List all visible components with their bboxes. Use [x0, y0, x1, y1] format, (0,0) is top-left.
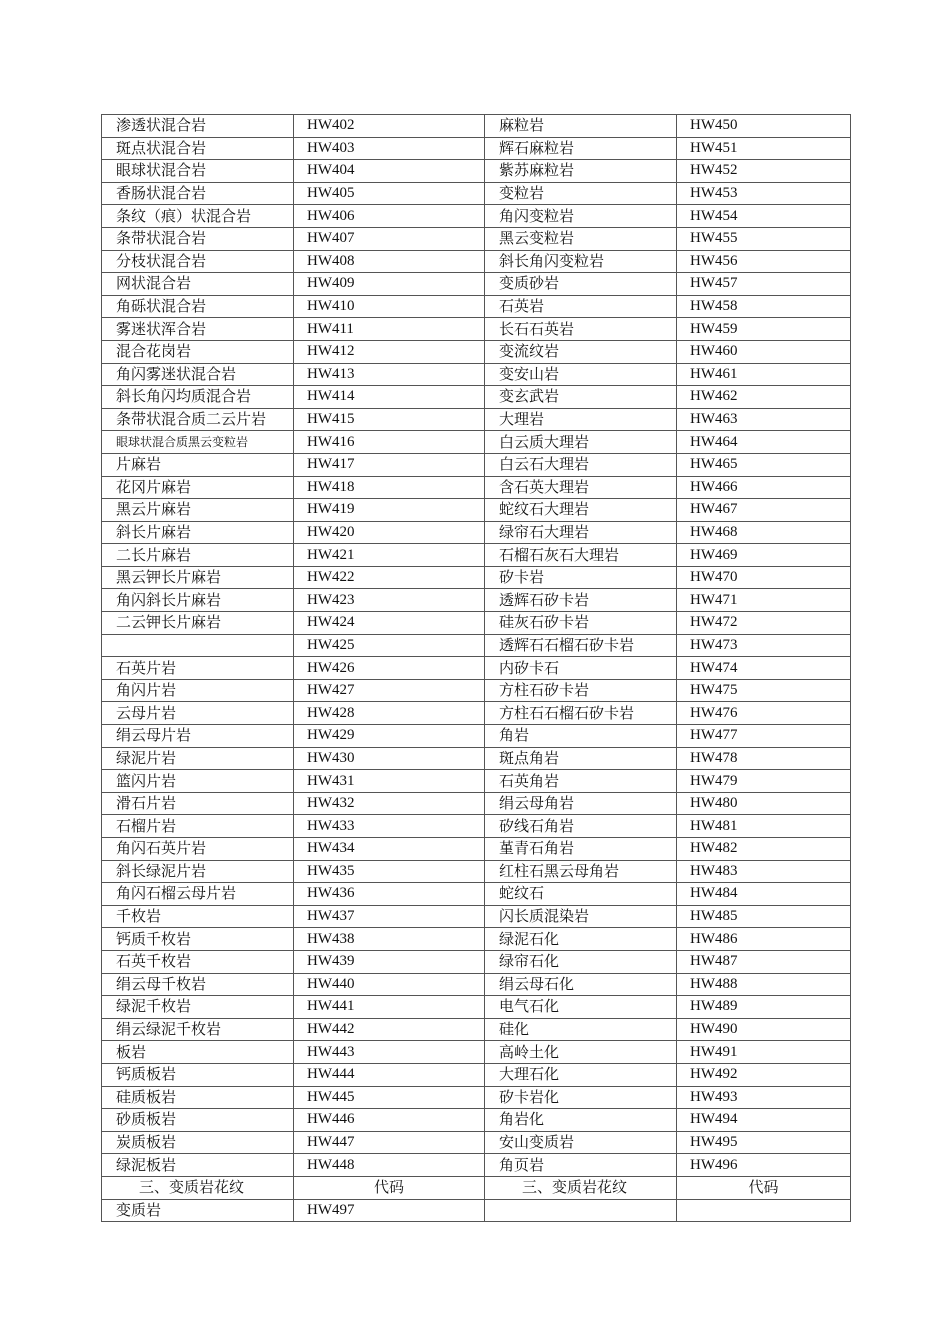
rock-name-right: 变安山岩 — [485, 363, 677, 386]
table-body — [102, 115, 851, 1222]
rock-code-left: HW425 — [294, 634, 485, 657]
table-row — [102, 318, 851, 341]
rock-code-left: HW407 — [294, 227, 485, 250]
rock-name-left: 花冈片麻岩 — [102, 476, 294, 499]
rock-name-left: 云母片岩 — [102, 702, 294, 725]
rock-code-right: HW483 — [677, 860, 851, 883]
table-row — [102, 408, 851, 431]
rock-code-right: HW461 — [677, 363, 851, 386]
table-row — [102, 634, 851, 657]
rock-code-left: HW435 — [294, 860, 485, 883]
rock-code-left: HW408 — [294, 250, 485, 273]
rock-name-left: 绿泥片岩 — [102, 747, 294, 770]
rock-name-left: 石英片岩 — [102, 657, 294, 680]
rock-name-left: 石榴片岩 — [102, 815, 294, 838]
rock-name-left: 斜长绿泥片岩 — [102, 860, 294, 883]
rock-name-right: 大理岩 — [485, 408, 677, 431]
table-row — [102, 137, 851, 160]
rock-name-right: 角岩 — [485, 725, 677, 748]
rock-code-left: HW423 — [294, 589, 485, 612]
rock-code-left: HW438 — [294, 928, 485, 951]
rock-code-right: HW477 — [677, 725, 851, 748]
table-row — [102, 566, 851, 589]
rock-code-right: HW474 — [677, 657, 851, 680]
rock-name-left: 绢云母片岩 — [102, 725, 294, 748]
rock-name-left: 变质岩 — [102, 1199, 294, 1222]
rock-name-right: 蛇纹石大理岩 — [485, 499, 677, 522]
rock-name-right: 红柱石黑云母角岩 — [485, 860, 677, 883]
table-row — [102, 928, 851, 951]
rock-code-left: HW402 — [294, 115, 485, 138]
rock-code-right: HW491 — [677, 1041, 851, 1064]
table-row — [102, 1086, 851, 1109]
rock-code-right: HW489 — [677, 996, 851, 1019]
rock-name-right: 方柱石矽卡岩 — [485, 679, 677, 702]
rock-name-left: 片麻岩 — [102, 453, 294, 476]
rock-code-right: HW488 — [677, 973, 851, 996]
table-row — [102, 1063, 851, 1086]
rock-name-right: 白云石大理岩 — [485, 453, 677, 476]
section-header-row — [102, 1176, 851, 1199]
rock-code-right: HW450 — [677, 115, 851, 138]
rock-code-left: HW448 — [294, 1154, 485, 1177]
table-row — [102, 363, 851, 386]
rock-code-right: HW495 — [677, 1131, 851, 1154]
rock-name-right: 方柱石石榴石矽卡岩 — [485, 702, 677, 725]
rock-name-right: 透辉石矽卡岩 — [485, 589, 677, 612]
rock-name-left: 角闪石榴云母片岩 — [102, 883, 294, 906]
rock-code-right: HW476 — [677, 702, 851, 725]
rock-code-right: HW475 — [677, 679, 851, 702]
rock-code-left: HW421 — [294, 544, 485, 567]
rock-name-right: 麻粒岩 — [485, 115, 677, 138]
table-row — [102, 973, 851, 996]
rock-name-left: 黑云片麻岩 — [102, 499, 294, 522]
rock-code-right: HW457 — [677, 273, 851, 296]
rock-name-left: 钙质板岩 — [102, 1063, 294, 1086]
rock-name-right: 矽线石角岩 — [485, 815, 677, 838]
rock-code-right: HW452 — [677, 160, 851, 183]
rock-name-left: 绢云绿泥千枚岩 — [102, 1018, 294, 1041]
table-row — [102, 657, 851, 680]
rock-code-left: HW403 — [294, 137, 485, 160]
rock-name-left: 网状混合岩 — [102, 273, 294, 296]
rock-name-left: 角闪雾迷状混合岩 — [102, 363, 294, 386]
rock-code-left: HW409 — [294, 273, 485, 296]
rock-code-right: HW485 — [677, 905, 851, 928]
rock-code-right: HW470 — [677, 566, 851, 589]
rock-name-left: 二云钾长片麻岩 — [102, 612, 294, 635]
rock-code-right: HW472 — [677, 612, 851, 635]
rock-name-right: 石英岩 — [485, 295, 677, 318]
rock-code-left: HW417 — [294, 453, 485, 476]
rock-name-left: 角闪斜长片麻岩 — [102, 589, 294, 612]
rock-code-right: HW453 — [677, 182, 851, 205]
rock-name-left: 眼球状混合岩 — [102, 160, 294, 183]
rock-name-left: 绢云母千枚岩 — [102, 973, 294, 996]
rock-code-left: HW443 — [294, 1041, 485, 1064]
rock-name-left: 炭质板岩 — [102, 1131, 294, 1154]
rock-name-right: 含石英大理岩 — [485, 476, 677, 499]
rock-name-left: 砂质板岩 — [102, 1109, 294, 1132]
rock-code-right: HW469 — [677, 544, 851, 567]
rock-code-right: HW459 — [677, 318, 851, 341]
rock-code-right: HW473 — [677, 634, 851, 657]
rock-name-left: 角闪片岩 — [102, 679, 294, 702]
table-row — [102, 115, 851, 138]
rock-code-right: HW484 — [677, 883, 851, 906]
table-row — [102, 182, 851, 205]
rock-code-left: HW418 — [294, 476, 485, 499]
table-row — [102, 499, 851, 522]
rock-name-left: 角闪石英片岩 — [102, 838, 294, 861]
rock-code-left: HW424 — [294, 612, 485, 635]
rock-code-right: HW456 — [677, 250, 851, 273]
rock-code-left: HW428 — [294, 702, 485, 725]
rock-name-right: 高岭土化 — [485, 1041, 677, 1064]
header-left-name: 三、变质岩花纹 — [102, 1176, 294, 1199]
rock-name-right: 石英角岩 — [485, 770, 677, 793]
rock-code-left: HW426 — [294, 657, 485, 680]
rock-code-right: HW466 — [677, 476, 851, 499]
table-row — [102, 273, 851, 296]
rock-code-left: HW437 — [294, 905, 485, 928]
table-row — [102, 386, 851, 409]
rock-code-left: HW420 — [294, 521, 485, 544]
table-row — [102, 160, 851, 183]
rock-code-left: HW436 — [294, 883, 485, 906]
table-row — [102, 815, 851, 838]
table-row — [102, 340, 851, 363]
rock-code-left: HW412 — [294, 340, 485, 363]
rock-name-left: 条带状混合质二云片岩 — [102, 408, 294, 431]
rock-code-left: HW431 — [294, 770, 485, 793]
rock-code-left: HW411 — [294, 318, 485, 341]
table-row — [102, 747, 851, 770]
rock-name-left: 眼球状混合质黑云变粒岩 — [102, 431, 294, 454]
rock-code-left: HW413 — [294, 363, 485, 386]
rock-code-left: HW414 — [294, 386, 485, 409]
rock-name-right: 变质砂岩 — [485, 273, 677, 296]
rock-code-left: HW444 — [294, 1063, 485, 1086]
table-row — [102, 1018, 851, 1041]
rock-name-left: 香肠状混合岩 — [102, 182, 294, 205]
rock-name-left: 板岩 — [102, 1041, 294, 1064]
table-row — [102, 905, 851, 928]
rock-code-right: HW464 — [677, 431, 851, 454]
rock-code-right: HW478 — [677, 747, 851, 770]
rock-name-left: 斜长片麻岩 — [102, 521, 294, 544]
rock-code-left: HW440 — [294, 973, 485, 996]
rock-code-right — [677, 1199, 851, 1222]
table-row — [102, 295, 851, 318]
rock-code-left: HW406 — [294, 205, 485, 228]
table-row — [102, 725, 851, 748]
rock-code-right: HW458 — [677, 295, 851, 318]
table-row — [102, 589, 851, 612]
rock-name-right: 石榴石灰石大理岩 — [485, 544, 677, 567]
rock-name-right: 大理石化 — [485, 1063, 677, 1086]
rock-name-left: 斜长角闪均质混合岩 — [102, 386, 294, 409]
table-row — [102, 521, 851, 544]
rock-code-right: HW481 — [677, 815, 851, 838]
rock-name-left: 雾迷状浑合岩 — [102, 318, 294, 341]
rock-code-right: HW492 — [677, 1063, 851, 1086]
rock-code-left: HW434 — [294, 838, 485, 861]
rock-code-left: HW410 — [294, 295, 485, 318]
rock-name-left: 篮闪片岩 — [102, 770, 294, 793]
rock-code-right: HW460 — [677, 340, 851, 363]
header-right-code: 代码 — [677, 1176, 851, 1199]
table-row-last — [102, 1199, 851, 1222]
rock-name-right: 白云质大理岩 — [485, 431, 677, 454]
rock-name-right: 辉石麻粒岩 — [485, 137, 677, 160]
rock-name-right: 绿帘石化 — [485, 950, 677, 973]
rock-code-left: HW433 — [294, 815, 485, 838]
rock-code-right: HW480 — [677, 792, 851, 815]
table-row — [102, 996, 851, 1019]
table-row — [102, 679, 851, 702]
rock-name-right: 角闪变粒岩 — [485, 205, 677, 228]
rock-name-right: 绿帘石大理岩 — [485, 521, 677, 544]
rock-code-right: HW496 — [677, 1154, 851, 1177]
rock-code-right: HW494 — [677, 1109, 851, 1132]
rock-code-left: HW497 — [294, 1199, 485, 1222]
rock-name-left: 斑点状混合岩 — [102, 137, 294, 160]
rock-name-left: 千枚岩 — [102, 905, 294, 928]
rock-code-right: HW482 — [677, 838, 851, 861]
rock-name-right: 变玄武岩 — [485, 386, 677, 409]
rock-name-left: 混合花岗岩 — [102, 340, 294, 363]
rock-name-right: 变粒岩 — [485, 182, 677, 205]
rock-code-right: HW493 — [677, 1086, 851, 1109]
rock-code-left: HW430 — [294, 747, 485, 770]
table-row — [102, 250, 851, 273]
rock-code-right: HW471 — [677, 589, 851, 612]
rock-code-right: HW468 — [677, 521, 851, 544]
rock-code-right: HW467 — [677, 499, 851, 522]
rock-code-right: HW454 — [677, 205, 851, 228]
rock-code-left: HW446 — [294, 1109, 485, 1132]
table-row — [102, 883, 851, 906]
rock-name-left: 绿泥千枚岩 — [102, 996, 294, 1019]
rock-name-right: 堇青石角岩 — [485, 838, 677, 861]
rock-name-left: 条带状混合岩 — [102, 227, 294, 250]
table-row — [102, 860, 851, 883]
rock-name-left: 绿泥板岩 — [102, 1154, 294, 1177]
rock-name-right: 斜长角闪变粒岩 — [485, 250, 677, 273]
rock-code-left: HW415 — [294, 408, 485, 431]
rock-code-left: HW441 — [294, 996, 485, 1019]
rock-name-right: 硅化 — [485, 1018, 677, 1041]
table-row — [102, 431, 851, 454]
table-row — [102, 1131, 851, 1154]
table-row — [102, 612, 851, 635]
rock-name-right — [485, 1199, 677, 1222]
rock-name-left: 钙质千枚岩 — [102, 928, 294, 951]
rock-code-left: HW447 — [294, 1131, 485, 1154]
header-right-name: 三、变质岩花纹 — [485, 1176, 677, 1199]
rock-name-right: 矽卡岩化 — [485, 1086, 677, 1109]
rock-code-left: HW427 — [294, 679, 485, 702]
rock-name-left: 石英千枚岩 — [102, 950, 294, 973]
rock-code-left: HW432 — [294, 792, 485, 815]
table-row — [102, 1109, 851, 1132]
rock-code-right: HW479 — [677, 770, 851, 793]
rock-name-right: 变流纹岩 — [485, 340, 677, 363]
rock-name-left: 渗透状混合岩 — [102, 115, 294, 138]
table-row — [102, 227, 851, 250]
rock-name-right: 绿泥石化 — [485, 928, 677, 951]
rock-name-left: 角砾状混合岩 — [102, 295, 294, 318]
table-row — [102, 1041, 851, 1064]
rock-name-left: 分枝状混合岩 — [102, 250, 294, 273]
table-row — [102, 476, 851, 499]
header-left-code: 代码 — [294, 1176, 485, 1199]
table-row — [102, 838, 851, 861]
rock-name-right: 角页岩 — [485, 1154, 677, 1177]
rock-code-left: HW442 — [294, 1018, 485, 1041]
rock-code-right: HW487 — [677, 950, 851, 973]
rock-code-right: HW462 — [677, 386, 851, 409]
rock-code-left: HW445 — [294, 1086, 485, 1109]
rock-name-right: 长石石英岩 — [485, 318, 677, 341]
rock-name-right: 电气石化 — [485, 996, 677, 1019]
rock-code-left: HW422 — [294, 566, 485, 589]
rock-name-right: 透辉石石榴石矽卡岩 — [485, 634, 677, 657]
rock-name-right: 紫苏麻粒岩 — [485, 160, 677, 183]
rock-name-right: 绢云母石化 — [485, 973, 677, 996]
rock-code-right: HW451 — [677, 137, 851, 160]
table-row — [102, 453, 851, 476]
rock-name-right: 绢云母角岩 — [485, 792, 677, 815]
rock-code-left: HW404 — [294, 160, 485, 183]
rock-name-right: 斑点角岩 — [485, 747, 677, 770]
table-row — [102, 205, 851, 228]
rock-code-left: HW429 — [294, 725, 485, 748]
rock-name-right: 内矽卡石 — [485, 657, 677, 680]
table-row — [102, 1154, 851, 1177]
rock-pattern-code-table — [101, 114, 851, 1222]
rock-code-right: HW465 — [677, 453, 851, 476]
rock-code-right: HW455 — [677, 227, 851, 250]
rock-name-left: 黑云钾长片麻岩 — [102, 566, 294, 589]
table-row — [102, 702, 851, 725]
rock-name-left: 硅质板岩 — [102, 1086, 294, 1109]
rock-code-left: HW405 — [294, 182, 485, 205]
rock-code-right: HW486 — [677, 928, 851, 951]
rock-code-left: HW439 — [294, 950, 485, 973]
table-row — [102, 770, 851, 793]
rock-name-right: 矽卡岩 — [485, 566, 677, 589]
rock-name-right: 黑云变粒岩 — [485, 227, 677, 250]
rock-name-right: 角岩化 — [485, 1109, 677, 1132]
rock-name-right: 闪长质混染岩 — [485, 905, 677, 928]
rock-code-right: HW463 — [677, 408, 851, 431]
rock-name-right: 蛇纹石 — [485, 883, 677, 906]
rock-code-right: HW490 — [677, 1018, 851, 1041]
rock-name-right: 安山变质岩 — [485, 1131, 677, 1154]
table-row — [102, 544, 851, 567]
rock-code-left: HW419 — [294, 499, 485, 522]
rock-name-right: 硅灰石矽卡岩 — [485, 612, 677, 635]
rock-name-left: 滑石片岩 — [102, 792, 294, 815]
rock-name-left — [102, 634, 294, 657]
rock-name-left: 二长片麻岩 — [102, 544, 294, 567]
table-row — [102, 792, 851, 815]
rock-name-left: 条纹（痕）状混合岩 — [102, 205, 294, 228]
table-row — [102, 950, 851, 973]
rock-code-left: HW416 — [294, 431, 485, 454]
